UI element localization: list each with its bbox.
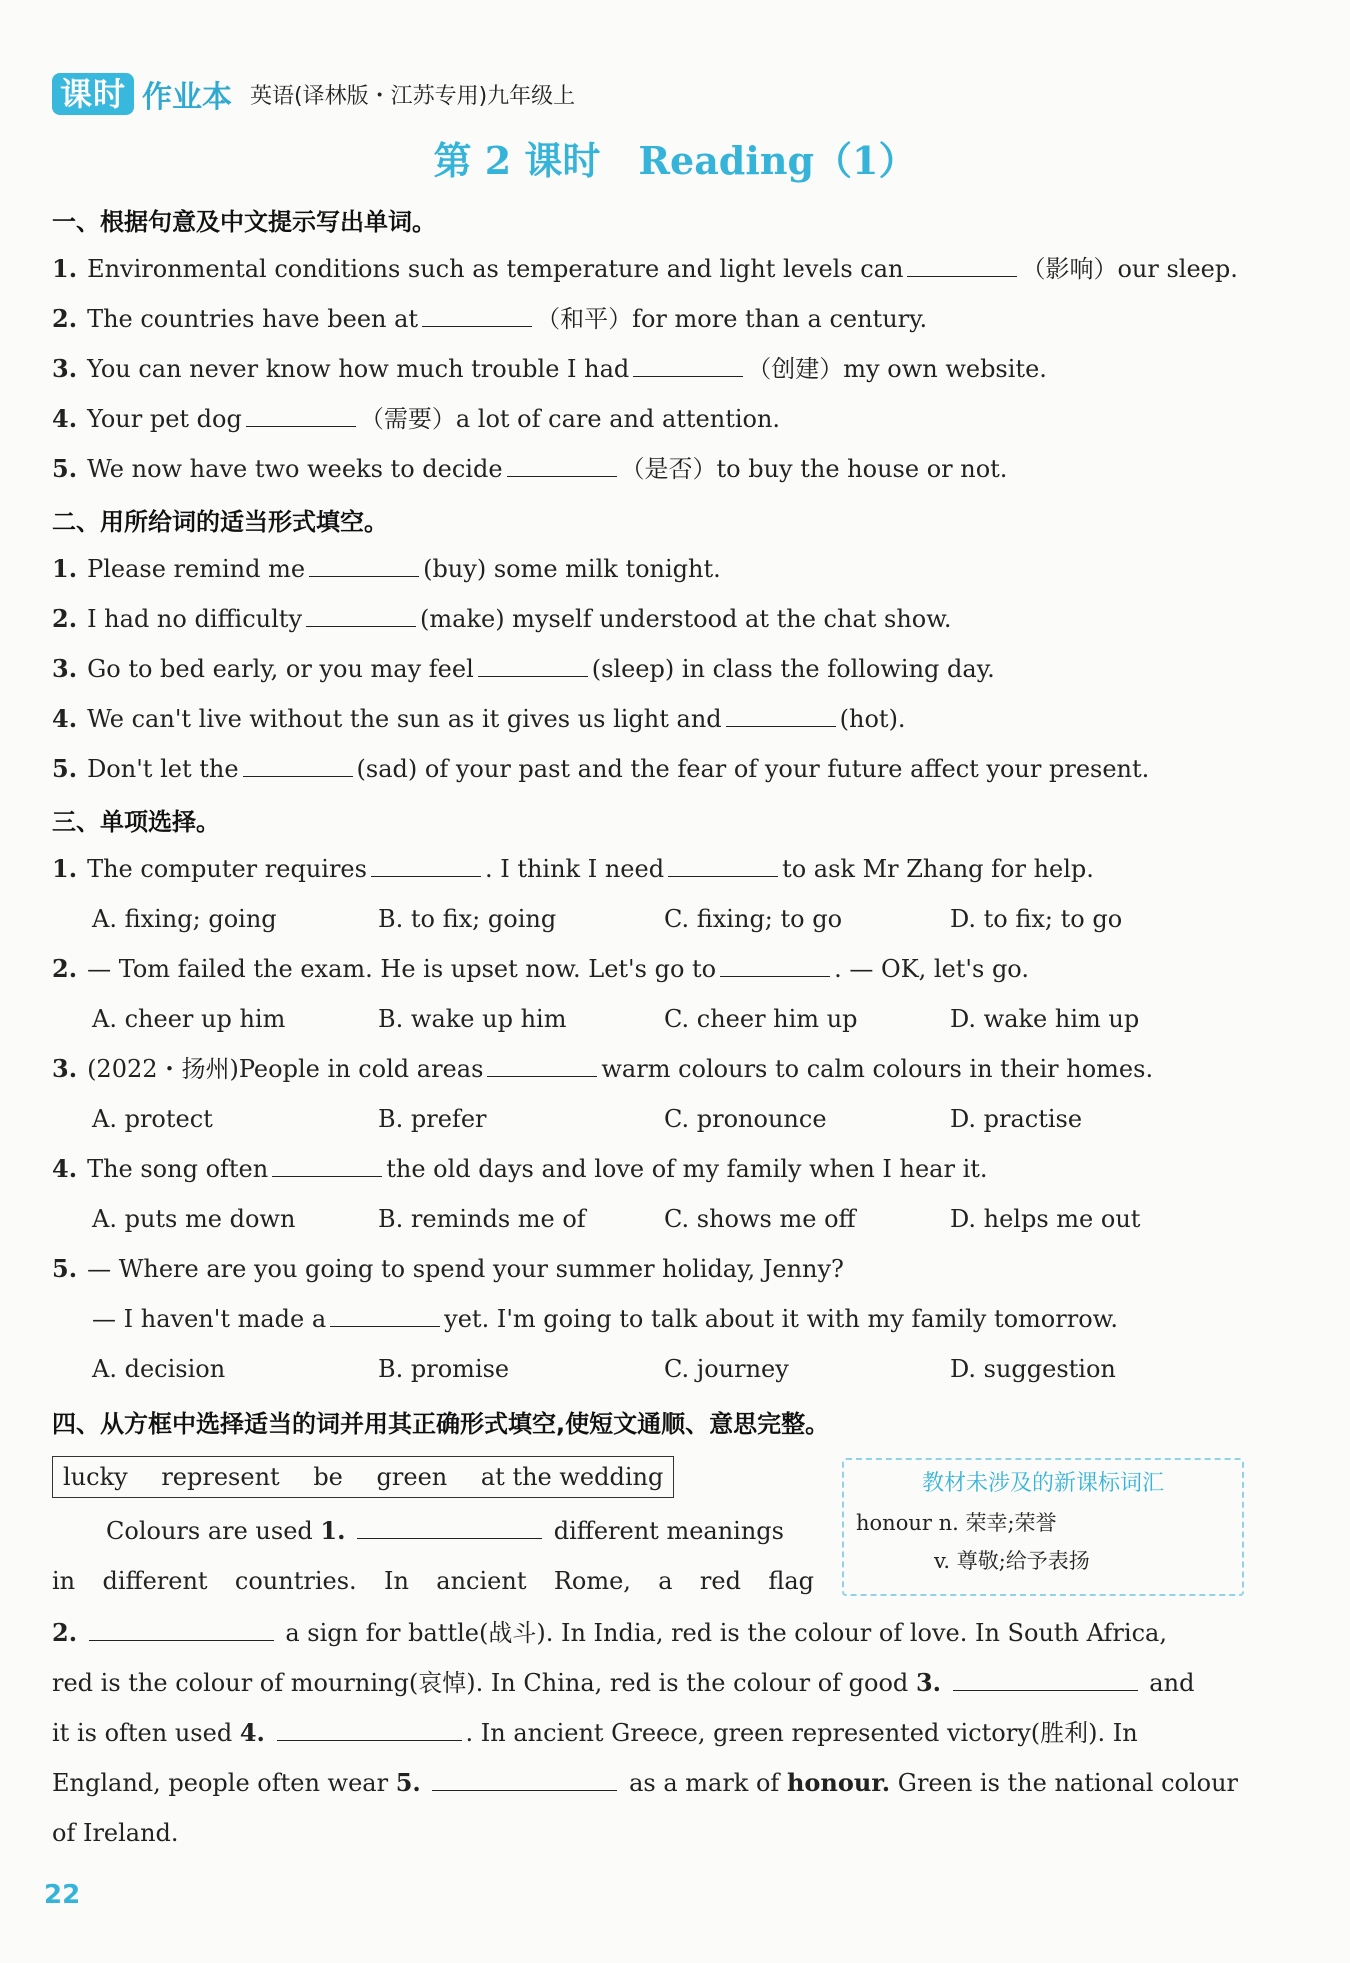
answer-blank[interactable] [330, 1304, 440, 1327]
passage-text: . In ancient Greece, green represented victory(胜利). In [465, 1719, 1138, 1747]
option-a[interactable]: A. protect [92, 1105, 213, 1133]
answer-blank[interactable] [309, 554, 419, 577]
passage-text: as a mark of [629, 1769, 780, 1797]
item-text: The song often [87, 1155, 269, 1183]
item-number: 4. [52, 704, 78, 733]
header [52, 72, 575, 116]
item-number: 3. [52, 1054, 78, 1083]
item-text: (sad) of your past and the fear of your future affect your present. [356, 755, 1150, 783]
item-text: to ask Mr Zhang for help. [782, 855, 1094, 883]
s1-item-4 [52, 402, 780, 436]
item-text: The countries have been at [87, 305, 419, 333]
option-a[interactable]: A. cheer up him [92, 1005, 286, 1033]
item-text: — Where are you going to spend your summer holiday, Jenny? [87, 1255, 844, 1283]
word-box [52, 1456, 674, 1498]
s3-question-3 [52, 1052, 1153, 1086]
item-text: warm colours to calm colours in their homes. [601, 1055, 1154, 1083]
option-c[interactable]: C. fixing; to go [664, 905, 843, 933]
item-text: (hot). [839, 705, 906, 733]
item-number: 5. [52, 454, 78, 483]
blank-number: 3. [915, 1668, 942, 1697]
item-text: . — OK, let's go. [834, 955, 1029, 983]
word-option: lucky [63, 1463, 128, 1491]
option-d[interactable]: D. suggestion [950, 1355, 1116, 1383]
brand-logo [52, 72, 232, 116]
section1-title: 一、根据句意及中文提示写出单词。 [52, 208, 436, 236]
passage-text: it is often used [52, 1719, 233, 1747]
option-b[interactable]: B. reminds me of [378, 1205, 586, 1233]
option-c[interactable]: C. pronounce [664, 1105, 827, 1133]
option-b[interactable]: B. promise [378, 1355, 510, 1383]
answer-blank[interactable] [89, 1618, 274, 1641]
item-text: the old days and love of my family when I hear it. [386, 1155, 988, 1183]
section4-title: 四、从方框中选择适当的词并用其正确形式填空,使短文通顺、意思完整。 [52, 1410, 830, 1438]
s3-question-2 [52, 952, 1029, 986]
item-text: The computer requires [87, 855, 367, 883]
item-text: (2022・扬州)People in cold areas [87, 1055, 484, 1083]
passage-line-7: of Ireland. [52, 1819, 179, 1847]
answer-blank[interactable] [277, 1718, 462, 1741]
s2-item-5 [52, 752, 1149, 786]
item-text: Please remind me [87, 555, 306, 583]
option-d[interactable]: D. wake him up [950, 1005, 1140, 1033]
item-number: 1. [52, 254, 78, 283]
item-text: Go to bed early, or you may feel [87, 655, 474, 683]
passage-text: and [1149, 1669, 1195, 1697]
page-number: 22 [44, 1880, 81, 1910]
section3-title: 三、单项选择。 [52, 808, 220, 836]
vocab-line: honour n. 荣幸;荣誉 [856, 1511, 1057, 1535]
item-text: （创建）my own website. [747, 355, 1047, 383]
vocab-title: 教材未涉及的新课标词汇 [921, 1471, 1164, 1496]
item-text: (make) myself understood at the chat show. [420, 605, 952, 633]
blank-number: 2. [52, 1618, 78, 1647]
option-c[interactable]: C. shows me off [664, 1205, 856, 1233]
answer-blank[interactable] [272, 1154, 382, 1177]
passage-line-6 [52, 1766, 1240, 1800]
item-text: I had no difficulty [87, 605, 303, 633]
word-option: be [313, 1463, 343, 1491]
passage-line-5 [52, 1716, 1240, 1750]
s1-item-2 [52, 302, 927, 336]
vocab-line: v. 尊敬;给予表扬 [934, 1549, 1090, 1573]
item-text: (buy) some milk tonight. [423, 555, 721, 583]
item-text: （是否）to buy the house or not. [620, 455, 1008, 483]
word-option: green [376, 1463, 448, 1491]
brand-badge: 课时 [52, 73, 134, 115]
item-text: （需要）a lot of care and attention. [359, 405, 781, 433]
answer-blank[interactable] [306, 604, 416, 627]
blank-number: 5. [395, 1768, 421, 1797]
item-number: 2. [52, 304, 78, 333]
s3-question-5-reply [92, 1302, 1118, 1336]
word-option: at the wedding [480, 1463, 664, 1491]
item-text: (sleep) in class the following day. [591, 655, 995, 683]
vocab-note-box [842, 1458, 1244, 1596]
answer-blank[interactable] [953, 1668, 1138, 1691]
s2-item-3 [52, 652, 995, 686]
brand-text: 作业本 [142, 80, 233, 115]
answer-blank[interactable] [907, 254, 1017, 277]
option-b[interactable]: B. to fix; going [378, 905, 557, 933]
item-text: yet. I'm going to talk about it with my family tomorrow. [444, 1305, 1118, 1333]
word-option: represent [161, 1463, 280, 1491]
item-number: 2. [52, 954, 78, 983]
passage-text: Colours are used [106, 1517, 313, 1545]
item-text: Environmental conditions such as temperature and light levels can [87, 255, 904, 283]
passage-line-3 [52, 1616, 1240, 1650]
item-text: We now have two weeks to decide [87, 455, 503, 483]
option-a[interactable]: A. fixing; going [92, 905, 277, 933]
item-text: （影响）our sleep. [1021, 255, 1238, 283]
s1-item-5 [52, 452, 1007, 486]
item-text: We can't live without the sun as it gives us light and [87, 705, 722, 733]
item-text: Don't let the [87, 755, 239, 783]
item-number: 5. [52, 754, 78, 783]
blank-number: 1. [320, 1516, 346, 1545]
s2-item-2 [52, 602, 952, 636]
passage-text: a sign for battle(战斗). In India, red is the colour of love. In South Africa, [285, 1619, 1167, 1647]
item-text: You can never know how much trouble I had [87, 355, 630, 383]
option-d[interactable]: D. to fix; to go [950, 905, 1123, 933]
passage-text: England, people often wear [52, 1769, 389, 1797]
passage-line-4 [52, 1666, 1240, 1700]
answer-blank[interactable] [243, 754, 353, 777]
bold-word: honour. [786, 1768, 891, 1797]
section2-title: 二、用所给词的适当形式填空。 [52, 508, 388, 536]
s2-item-4 [52, 702, 906, 736]
option-a[interactable]: A. puts me down [92, 1205, 296, 1233]
answer-blank[interactable] [422, 304, 532, 327]
answer-blank[interactable] [371, 854, 481, 877]
answer-blank[interactable] [507, 454, 617, 477]
item-number: 1. [52, 554, 78, 583]
item-number: 3. [52, 354, 78, 383]
item-text: Your pet dog [87, 405, 242, 433]
s1-item-3 [52, 352, 1047, 386]
lesson-title: 第 2 课时 Reading（1） [433, 138, 917, 183]
s3-question-4 [52, 1152, 988, 1186]
answer-blank[interactable] [726, 704, 836, 727]
passage-line-2: in different countries. In ancient Rome, a red flag [52, 1567, 814, 1595]
s3-question-1 [52, 852, 1094, 886]
item-number: 2. [52, 604, 78, 633]
passage-text: red is the colour of mourning(哀悼). In China, red is the colour of good [52, 1669, 909, 1697]
item-text: . I think I need [484, 855, 665, 883]
option-b[interactable]: B. wake up him [378, 1005, 567, 1033]
option-d[interactable]: D. practise [950, 1105, 1083, 1133]
option-c[interactable]: C. cheer him up [664, 1005, 858, 1033]
s2-item-1 [52, 552, 721, 586]
passage-text: Green is the national colour [897, 1769, 1239, 1797]
answer-blank[interactable] [246, 404, 356, 427]
answer-blank[interactable] [432, 1768, 617, 1791]
item-text: — I haven't made a [92, 1305, 327, 1333]
item-number: 3. [52, 654, 78, 683]
item-text: （和平）for more than a century. [536, 305, 928, 333]
answer-blank[interactable] [487, 1054, 597, 1077]
item-number: 4. [52, 1154, 78, 1183]
subject-label: 英语(译林版・江苏专用)九年级上 [250, 83, 576, 109]
passage-text: different meanings [553, 1517, 784, 1545]
item-number: 5. [52, 1254, 78, 1283]
answer-blank[interactable] [357, 1516, 542, 1539]
option-a[interactable]: A. decision [92, 1355, 226, 1383]
answer-blank[interactable] [478, 654, 588, 677]
answer-blank[interactable] [668, 854, 778, 877]
item-text: — Tom failed the exam. He is upset now. Let's go to [87, 955, 717, 983]
blank-number: 4. [239, 1718, 265, 1747]
item-number: 4. [52, 404, 78, 433]
option-d[interactable]: D. helps me out [950, 1205, 1141, 1233]
s3-question-5 [52, 1252, 844, 1286]
answer-blank[interactable] [633, 354, 743, 377]
item-number: 1. [52, 854, 78, 883]
option-c[interactable]: C. journey [664, 1355, 789, 1383]
answer-blank[interactable] [720, 954, 830, 977]
s1-item-1 [52, 252, 1238, 286]
passage-line-1 [106, 1514, 816, 1548]
option-b[interactable]: B. prefer [378, 1105, 487, 1133]
